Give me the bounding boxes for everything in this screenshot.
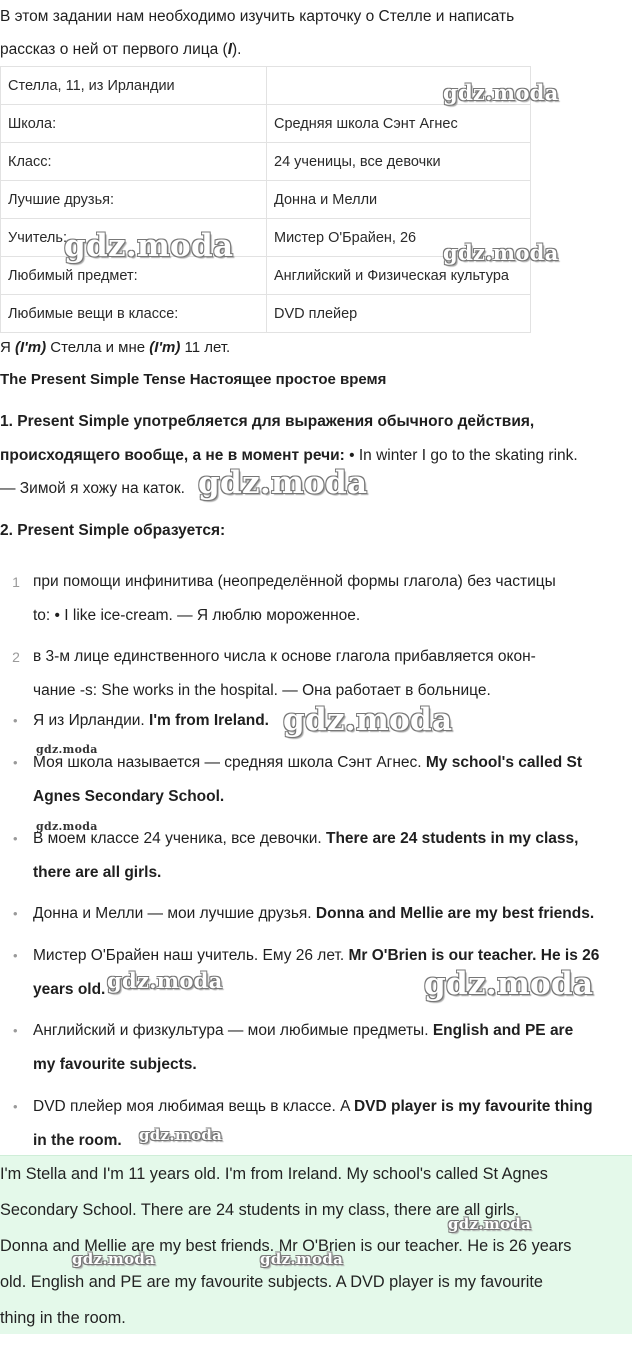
intro-text: рассказ о ней от первого лица (	[0, 41, 228, 58]
table-row	[1, 105, 531, 143]
watermark-logo: gdz.moda	[424, 966, 594, 1002]
answer-en: Agnes Secondary School.	[33, 788, 225, 805]
answer-en: there are all girls.	[33, 864, 162, 881]
story-line: Secondary School. There are 24 students in my class, there are all girls.	[0, 1201, 520, 1219]
watermark-logo: gdz.moda	[64, 228, 234, 264]
watermark-logo: gdz.moda	[139, 1126, 223, 1144]
answer-text	[33, 746, 626, 814]
rule-1-line-a: 1. Present Simple употребляется для выражения обычного действия,	[0, 413, 535, 430]
list-number: 2	[12, 649, 20, 665]
table-row	[1, 181, 531, 219]
watermark-logo: gdz.moda	[198, 465, 368, 501]
answer-text	[33, 822, 626, 890]
list-line: чание -s: She works in the hospital. — Она работает в больнице.	[33, 682, 491, 699]
table-cell-value: DVD плейер	[267, 295, 531, 333]
table-cell-value: 24 ученицы, все девочки	[267, 143, 531, 181]
table-cell-value: Мистер О'Брайен, 26	[267, 219, 531, 257]
watermark-logo: gdz.moda	[36, 743, 98, 756]
intro-pronoun: I	[227, 41, 233, 58]
watermark-logo: gdz.moda	[260, 1250, 344, 1268]
watermark-logo: gdz.moda	[443, 240, 559, 265]
answer-ru: Моя школа называется — средняя школа Сэнт Агнес.	[33, 754, 426, 771]
answer-en: I'm from Ireland.	[149, 712, 269, 729]
example-sentence	[0, 331, 628, 365]
bullet-icon: •	[13, 755, 18, 770]
bullet-icon: •	[13, 713, 18, 728]
rule-1-example: • In winter I go to the skating rink.	[344, 447, 578, 464]
stella-card-table	[0, 66, 531, 333]
list-number: 1	[12, 574, 20, 590]
answer-en: English and PE are	[432, 1022, 574, 1039]
answer-en: years old.	[33, 981, 106, 998]
table-row	[1, 295, 531, 333]
answer-text	[33, 1014, 626, 1082]
sentence-text: 11 лет.	[180, 339, 231, 356]
intro-line-2	[0, 33, 628, 67]
sentence-text: Стелла и мне	[46, 339, 150, 356]
watermark-logo: gdz.moda	[107, 968, 223, 993]
answer-ru: В моем классе 24 ученика, все девочки.	[33, 830, 326, 847]
table-cell-label: Учитель:	[1, 219, 267, 257]
list-line: to: • I like ice-cream. — Я люблю мороженное.	[33, 607, 361, 624]
list-line: в 3-м лице единственного числа к основе глагола прибавляется окон-	[33, 648, 536, 665]
sentence-text: Я	[0, 339, 15, 356]
list-item-text	[33, 640, 626, 708]
answer-en: Mr O'Brien is our teacher. He is 26	[348, 947, 600, 964]
watermark-logo: gdz.moda	[448, 1215, 532, 1233]
answer-en: in the room.	[33, 1132, 122, 1149]
sentence-bold: (I'm)	[15, 339, 47, 356]
table-cell-value: Английский и Физическая культура	[267, 257, 531, 295]
table-cell-label: Любимые вещи в классе:	[1, 295, 267, 333]
story-line: thing in the room.	[0, 1309, 126, 1327]
watermark-logo: gdz.moda	[72, 1250, 156, 1268]
rule-1-bold: происходящего вообще, а не в момент речи:	[0, 447, 345, 464]
table-cell-label: Класс:	[1, 143, 267, 181]
table-cell-value: Донна и Мелли	[267, 181, 531, 219]
table-cell-label: Любимый предмет:	[1, 257, 267, 295]
answer-en: Donna and Mellie are my best friends.	[315, 905, 595, 922]
answer-en: DVD player is my favourite thing	[353, 1098, 593, 1115]
intro-line-1: В этом задании нам необходимо изучить карточку о Стелле и написать	[0, 8, 515, 25]
answer-text	[33, 897, 626, 931]
answer-en: My school's called St	[425, 754, 583, 771]
rule-1-line-c: — Зимой я хожу на каток.	[0, 480, 185, 497]
table-cell-label: Школа:	[1, 105, 267, 143]
answer-text	[33, 1090, 626, 1158]
bullet-icon: •	[13, 1023, 18, 1038]
answer-ru: Мистер О'Брайен наш учитель. Ему 26 лет.	[33, 947, 349, 964]
table-cell-label: Стелла, 11, из Ирландии	[1, 67, 267, 105]
grammar-title: The Present Simple Tense Настоящее простое время	[0, 371, 387, 388]
answer-ru: Донна и Мелли — мои лучшие друзья.	[33, 905, 316, 922]
answer-en: There are 24 students in my class,	[326, 830, 579, 847]
table-cell-label: Лучшие друзья:	[1, 181, 267, 219]
answer-en: my favourite subjects.	[33, 1056, 197, 1073]
bullet-icon: •	[13, 948, 18, 963]
story-box	[0, 1155, 632, 1334]
watermark-logo: gdz.moda	[36, 820, 98, 833]
bullet-icon: •	[13, 1099, 18, 1114]
list-item-text	[33, 565, 626, 633]
watermark-logo: gdz.moda	[443, 80, 559, 105]
table-row	[1, 143, 531, 181]
bullet-icon: •	[13, 831, 18, 846]
answer-ru: Я из Ирландии.	[33, 712, 150, 729]
table-cell-value: Средняя школа Сэнт Агнес	[267, 105, 531, 143]
bullet-icon: •	[13, 906, 18, 921]
answer-ru: DVD плейер моя любимая вещь в классе. A	[33, 1098, 354, 1115]
story-line: old. English and PE are my favourite subjects. A DVD player is my favourite	[0, 1273, 543, 1291]
story-line: Donna and Mellie are my best friends. Mr O'Brien is our teacher. He is 26 years	[0, 1237, 572, 1255]
rule-2-title: 2. Present Simple образуется:	[0, 522, 226, 539]
sentence-bold: (I'm)	[149, 339, 181, 356]
watermark-logo: gdz.moda	[283, 702, 453, 738]
list-line: при помощи инфинитива (неопределённой формы глагола) без частицы	[33, 573, 556, 590]
story-line: I'm Stella and I'm 11 years old. I'm from Ireland. My school's called St Agnes	[0, 1165, 548, 1183]
intro-text-end: ).	[232, 41, 242, 58]
answer-ru: Английский и физкультура — мои любимые предметы.	[33, 1022, 433, 1039]
